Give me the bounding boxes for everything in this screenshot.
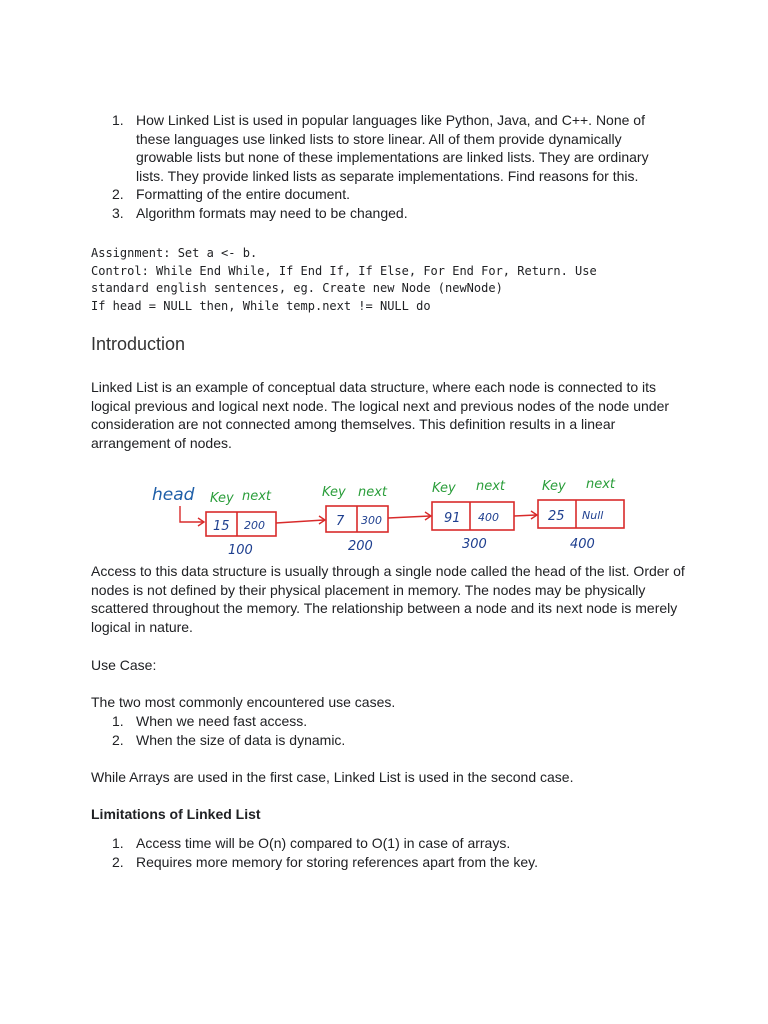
node-key-value: 7 xyxy=(336,514,345,529)
key-label: Key xyxy=(432,481,456,496)
limitations-list xyxy=(91,834,671,871)
node-next-value: Null xyxy=(582,509,604,522)
node-next-value: 300 xyxy=(361,514,382,527)
use-case-intro: The two most commonly encountered use cases. xyxy=(91,694,396,710)
node-address: 400 xyxy=(570,537,595,552)
list-item-text: Algorithm formats may need to be changed. xyxy=(136,204,408,221)
next-arrow xyxy=(276,520,324,523)
next-arrow xyxy=(388,516,430,518)
list-item-text: How Linked List is used in popular languages like Python, Java, and C++. None of these languages use linked lists to store linear. All of them provide dynamically growable lists but none of these implementations are linked lists. They are ordinary lists. They provide linked lists as separate implementations. Find reasons for this. xyxy=(136,112,649,184)
list-item-text: When the size of data is dynamic. xyxy=(136,731,346,748)
intro-paragraph: Linked List is an example of conceptual data structure, where each node is connected to its logical previous and logical next node. The logical next and previous nodes of the node under consideration are not connected among themselves. This definition results in a linear arrangement of nodes. xyxy=(91,379,670,451)
code-line: Assignment: Set a <- b. xyxy=(91,246,258,260)
list-number: 2. xyxy=(112,186,124,202)
list-item xyxy=(91,853,671,872)
node-next-value: 400 xyxy=(478,511,499,524)
use-case-list xyxy=(91,712,671,749)
list-node xyxy=(538,477,624,552)
list-item xyxy=(91,204,671,223)
node-key-value: 25 xyxy=(548,509,565,524)
section-heading-introduction: Introduction xyxy=(91,334,186,354)
list-item xyxy=(91,834,671,853)
next-label: next xyxy=(476,479,506,494)
list-number: 2. xyxy=(112,853,124,870)
list-number: 1. xyxy=(112,713,124,729)
list-item-text: Formatting of the entire document. xyxy=(136,186,350,202)
list-item xyxy=(91,731,671,750)
list-item xyxy=(91,712,671,731)
node-key-value: 91 xyxy=(444,511,461,526)
key-label: Key xyxy=(210,491,234,506)
list-item-text: When we need fast access. xyxy=(136,713,308,729)
list-item xyxy=(91,185,671,204)
pseudocode-conventions xyxy=(91,245,597,315)
access-paragraph: Access to this data structure is usually through a single node called the head of the list. Order of nodes is not defined by their physical placement in memory. The nodes may be physically scattered throughout the memory. The relationship between a node and its next node is merely logical in nature. xyxy=(91,563,685,635)
next-label: next xyxy=(586,477,616,492)
use-case-label: Use Case: xyxy=(91,657,157,673)
node-next-value: 200 xyxy=(244,519,265,532)
list-number: 3. xyxy=(112,204,124,221)
list-number: 2. xyxy=(112,731,124,748)
list-item-text: Access time will be O(n) compared to O(1) in case of arrays. xyxy=(136,835,511,851)
list-item xyxy=(91,111,671,185)
list-node xyxy=(432,479,514,552)
next-label: next xyxy=(242,489,272,504)
head-label: head xyxy=(152,485,195,505)
section-heading-limitations: Limitations of Linked List xyxy=(91,806,261,822)
list-item-text: Requires more memory for storing references apart from the key. xyxy=(136,853,539,870)
code-line: If head = NULL then, While temp.next != NULL do xyxy=(91,298,431,313)
list-node xyxy=(206,489,276,558)
node-address: 100 xyxy=(228,543,253,558)
key-label: Key xyxy=(322,485,346,500)
todo-list xyxy=(91,111,671,222)
key-label: Key xyxy=(542,479,566,494)
list-number: 1. xyxy=(112,112,124,128)
next-arrow xyxy=(514,515,536,516)
list-number: 1. xyxy=(112,835,124,851)
code-line: standard english sentences, eg. Create new Node (newNode) xyxy=(91,281,503,295)
node-address: 200 xyxy=(348,539,373,554)
next-label: next xyxy=(358,485,388,500)
use-case-summary: While Arrays are used in the first case, Linked List is used in the second case. xyxy=(91,769,574,785)
code-line: Control: While End While, If End If, If Else, For End For, Return. Use xyxy=(91,263,597,278)
node-key-value: 15 xyxy=(213,519,230,534)
list-node xyxy=(322,485,388,554)
node-address: 300 xyxy=(462,537,487,552)
linked-list-diagram xyxy=(140,470,640,560)
